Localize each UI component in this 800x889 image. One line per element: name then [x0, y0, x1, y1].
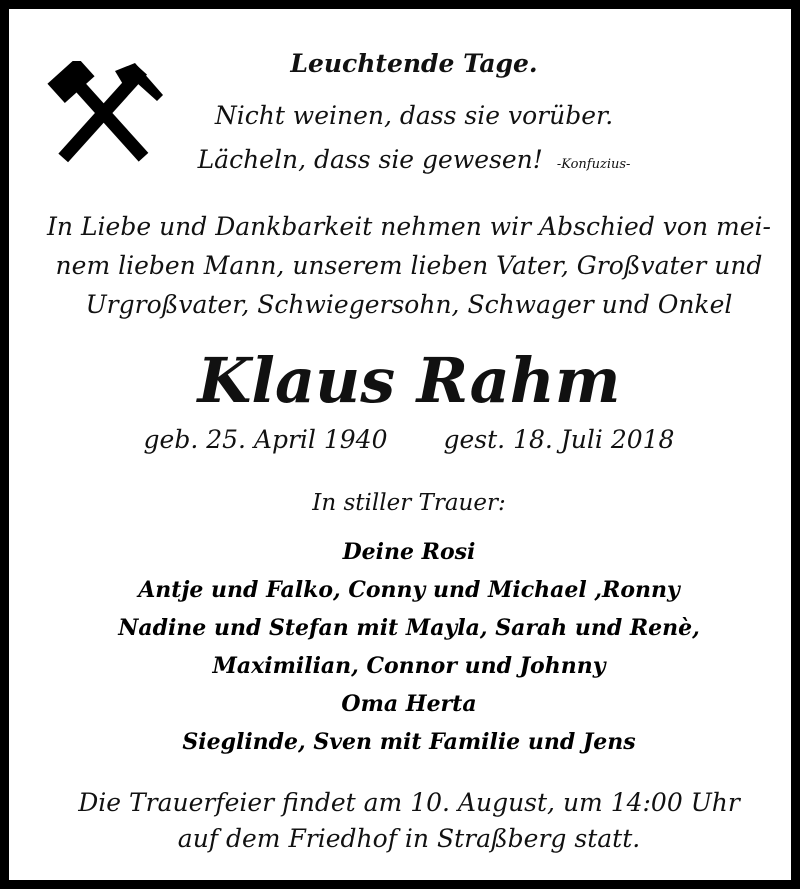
- service-line: auf dem Friedhof in Straßberg statt.: [177, 824, 641, 853]
- quote-line-2-text: Lächeln, dass sie gewesen!: [197, 145, 543, 174]
- quote-line-1: Nicht weinen, dass sie vorüber.: [214, 101, 614, 130]
- hammer-and-pick-icon: [45, 61, 165, 171]
- mourner-line: Oma Herta: [341, 691, 477, 717]
- quote-line-2: [179, 143, 649, 182]
- death-date: gest. 18. Juli 2018: [443, 425, 675, 454]
- mourner-line: Deine Rosi: [342, 539, 476, 565]
- mourners-list: [33, 533, 785, 761]
- quote-author: -Konfuzius-: [556, 157, 631, 172]
- intro-line: Urgroßvater, Schwiegersohn, Schwager und Onkel: [85, 290, 733, 319]
- mourner-line: Sieglinde, Sven mit Familie und Jens: [182, 729, 636, 755]
- mourning-heading: In stiller Trauer:: [312, 490, 506, 516]
- service-line: Die Trauerfeier findet am 10. August, um 14:00 Uhr: [78, 788, 740, 817]
- deceased-name: Klaus Rahm: [197, 344, 621, 417]
- intro-line: nem lieben Mann, unserem lieben Vater, Großvater und: [55, 251, 763, 280]
- mourner-line: Maximilian, Connor und Johnny: [212, 653, 606, 679]
- mourner-line: Nadine und Stefan mit Mayla, Sarah und Renè,: [118, 615, 700, 641]
- birth-date: geb. 25. April 1940: [143, 425, 388, 454]
- life-dates: [33, 423, 785, 457]
- mourner-line: Antje und Falko, Conny und Michael ,Ronny: [138, 577, 680, 603]
- intro-text: [33, 207, 785, 324]
- quote-title: Leuchtende Tage.: [290, 49, 538, 78]
- intro-line: In Liebe und Dankbarkeit nehmen wir Abschied von mei-: [47, 212, 771, 241]
- service-info: [33, 785, 785, 857]
